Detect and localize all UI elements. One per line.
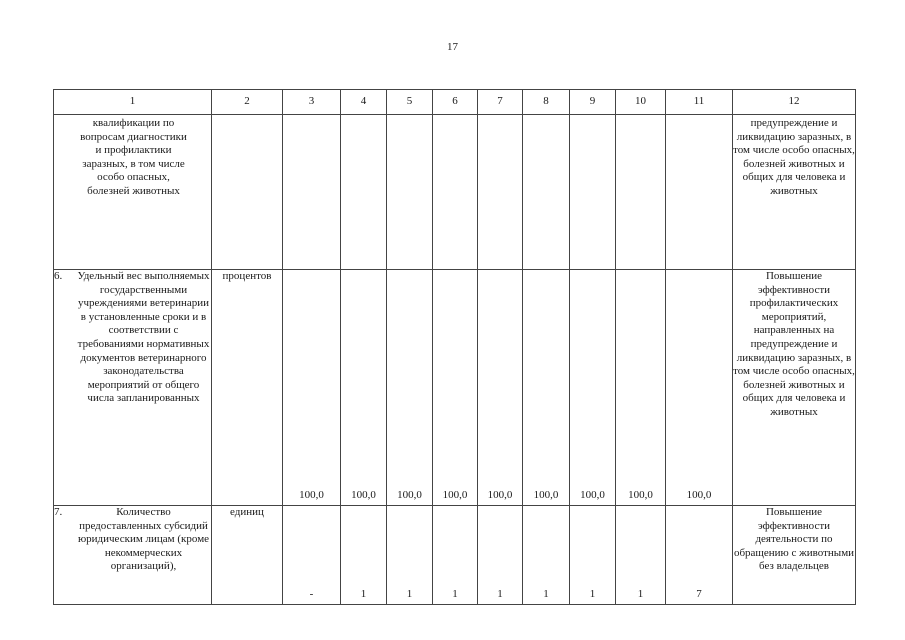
value-cell: 100,0 [478, 270, 523, 506]
table-row [54, 506, 856, 605]
indicator-text: Количество предоставленных субсидий юридическим лицам (кроме некоммерческих организаций), [77, 506, 210, 573]
result-cell: Повышение эффективности деятельности по обращению с животными без владельцев [733, 506, 856, 605]
value-cell [478, 115, 523, 270]
value-cell [570, 115, 616, 270]
column-header: 4 [341, 90, 387, 115]
column-header: 10 [616, 90, 666, 115]
value-cell: 100,0 [616, 270, 666, 506]
column-header: 11 [666, 90, 733, 115]
value-cell [341, 115, 387, 270]
indicators-table [53, 89, 856, 605]
value-cell: 100,0 [341, 270, 387, 506]
unit-cell: процентов [212, 270, 283, 506]
value-cell: 100,0 [433, 270, 478, 506]
column-header: 1 [54, 90, 212, 115]
column-header: 5 [387, 90, 433, 115]
value-cell: 100,0 [666, 270, 733, 506]
row-number: 7. [54, 506, 63, 518]
value-cell: 100,0 [570, 270, 616, 506]
unit-cell [212, 115, 283, 270]
column-header: 8 [523, 90, 570, 115]
value-cell [616, 115, 666, 270]
value-cell [283, 115, 341, 270]
result-cell: предупреждение и ликвидацию заразных, в том числе особо опасных, болезней животных и общих для человека и животных [733, 115, 856, 270]
column-header: 3 [283, 90, 341, 115]
value-cell [387, 115, 433, 270]
table-row [54, 270, 856, 506]
value-cell: 100,0 [387, 270, 433, 506]
value-cell [523, 115, 570, 270]
page-number: 17 [447, 41, 458, 53]
column-header: 6 [433, 90, 478, 115]
value-cell: 1 [341, 506, 387, 605]
value-cell: 1 [523, 506, 570, 605]
unit-cell: единиц [212, 506, 283, 605]
header-row [54, 90, 856, 115]
column-header: 9 [570, 90, 616, 115]
value-cell: - [283, 506, 341, 605]
row-number: 6. [54, 270, 63, 282]
indicator-cell [54, 270, 212, 506]
value-cell: 100,0 [523, 270, 570, 506]
value-cell: 1 [433, 506, 478, 605]
value-cell: 1 [616, 506, 666, 605]
table-row [54, 115, 856, 270]
value-cell: 7 [666, 506, 733, 605]
value-cell: 100,0 [283, 270, 341, 506]
indicator-text: Удельный вес выполняемых государственными учреждениями ветеринарии в установленные сроки и в соответствии с требованиями нормативных документов ветеринарного законодательства мероприятий от общего числа запланированных [77, 270, 210, 405]
column-header: 2 [212, 90, 283, 115]
value-cell [666, 115, 733, 270]
value-cell [433, 115, 478, 270]
result-cell: Повышение эффективности профилактических мероприятий, направленных на предупреждение и ликвидацию заразных, в том числе особо опасных, болезней животных и общих для человека и животных [733, 270, 856, 506]
value-cell: 1 [478, 506, 523, 605]
indicator-cell [54, 506, 212, 605]
value-cell: 1 [570, 506, 616, 605]
indicator-cell: квалификации по вопросам диагностики и профилактики заразных, в том числе особо опасных, болезней животных [54, 115, 212, 270]
column-header: 12 [733, 90, 856, 115]
value-cell: 1 [387, 506, 433, 605]
column-header: 7 [478, 90, 523, 115]
